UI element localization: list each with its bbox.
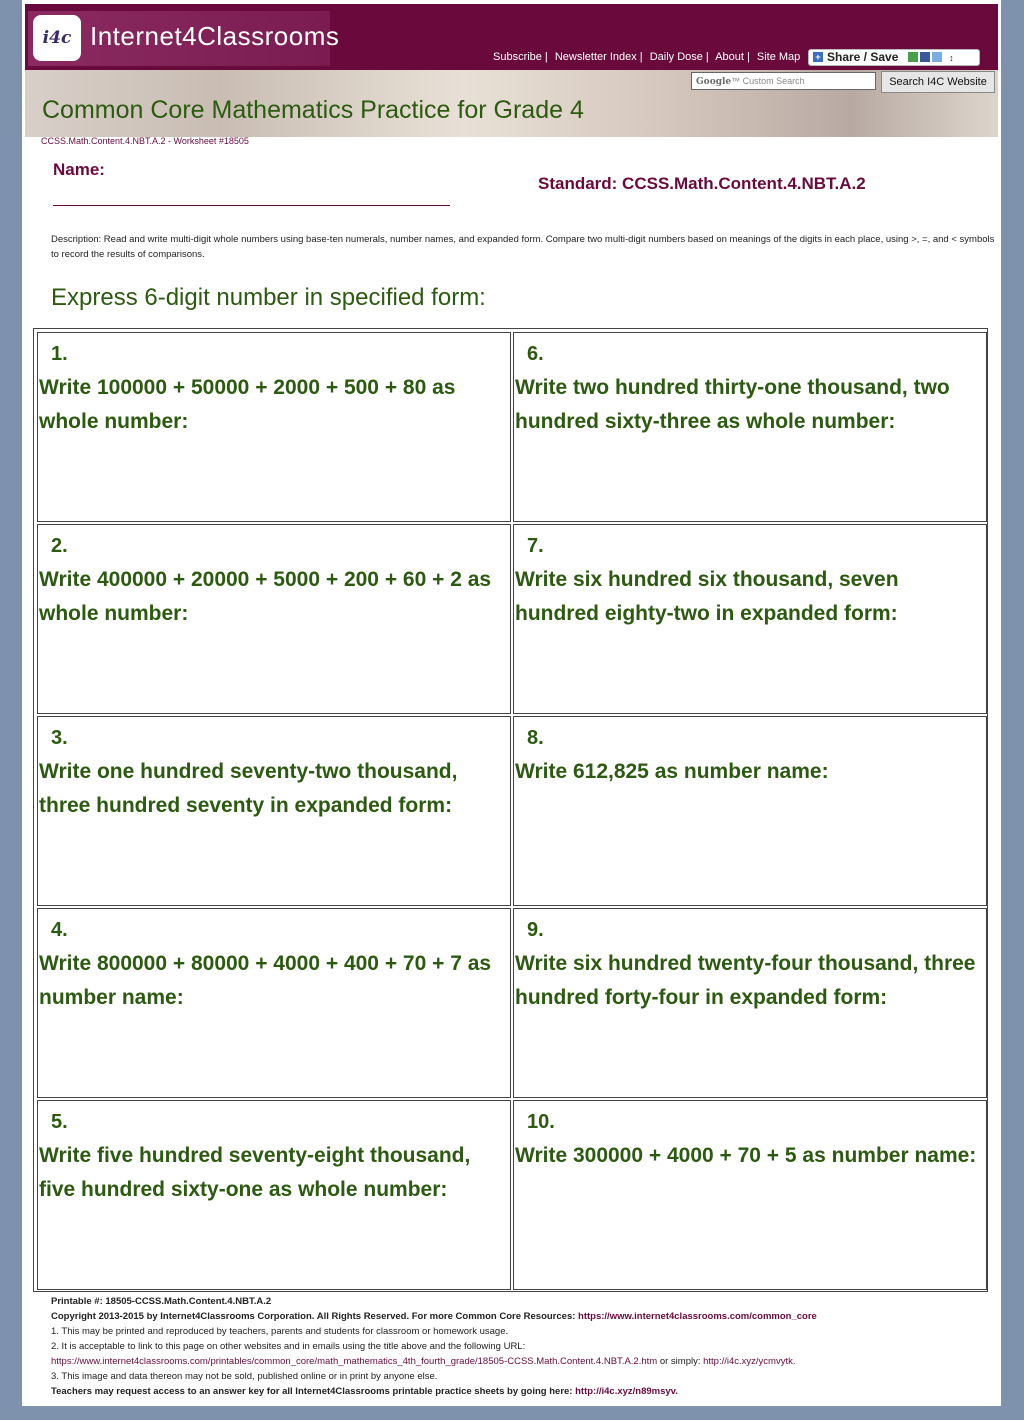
site-header <box>25 4 998 70</box>
question-cell <box>37 716 511 906</box>
question-cell <box>513 524 987 714</box>
name-label: Name: <box>53 160 105 179</box>
question-cell <box>37 1100 511 1290</box>
question-number: 2. <box>51 535 68 557</box>
question-number: 8. <box>527 727 544 749</box>
question-number: 9. <box>527 919 544 941</box>
footer <box>51 1294 996 1399</box>
question-number: 7. <box>527 535 544 557</box>
logo-mark-icon: i4c <box>33 15 81 61</box>
or-simply-text: or simply: <box>659 1356 701 1367</box>
share-plus-icon: + <box>813 52 823 62</box>
question-cell <box>513 716 987 906</box>
common-core-link[interactable]: https://www.internet4classrooms.com/common_core <box>578 1311 817 1322</box>
nav-link-about[interactable]: About <box>715 51 744 63</box>
question-number: 4. <box>51 919 68 941</box>
search-placeholder: Custom Search <box>742 76 805 86</box>
nav-link-newsletter-index[interactable]: Newsletter Index <box>554 51 637 63</box>
search-input[interactable]: Google™ Custom Search <box>691 72 876 90</box>
facebook-icon <box>920 52 930 62</box>
question-cell <box>37 332 511 522</box>
site-logo[interactable] <box>28 11 340 66</box>
note-3: 3. This image and data thereon may not be sold, published online or in print by anyone else. <box>51 1371 438 1382</box>
search-brand: Google <box>696 77 732 87</box>
question-number: 10. <box>527 1111 555 1133</box>
short-url-link[interactable]: http://i4c.xyz/ycmvytk. <box>703 1356 796 1367</box>
page-title: Common Core Mathematics Practice for Grade 4 <box>42 96 584 124</box>
question-cell <box>513 1100 987 1290</box>
question-cell <box>37 908 511 1098</box>
top-nav: Subscribe | Newsletter Index | Daily Dose | About | Site Map <box>493 51 801 63</box>
question-number: 6. <box>527 343 544 365</box>
banner <box>25 70 998 137</box>
search-button[interactable]: Search I4C Website <box>881 71 995 93</box>
question-number: 5. <box>51 1111 68 1133</box>
note-1: 1. This may be printed and reproduced by teachers, parents and students for classroom or homework usage. <box>51 1326 509 1337</box>
share-label: Share / Save <box>827 50 899 64</box>
question-text: Write six hundred six thousand, seven hundred eighty-two in expanded form: <box>515 568 899 625</box>
share-email-icon <box>908 52 918 62</box>
printable-number: Printable #: 18505-CCSS.Math.Content.4.NBT.A.2 <box>51 1296 272 1307</box>
worksheet-url-link[interactable]: https://www.internet4classrooms.com/printables/common_core/math_mathematics_4th_fourth_grade/18505-CCSS.Math.Content.4.NBT.A.2.htm <box>51 1356 658 1367</box>
standard-label: Standard: CCSS.Math.Content.4.NBT.A.2 <box>538 174 866 193</box>
instruction: Express 6-digit number in specified form: <box>51 284 486 311</box>
question-cell <box>37 524 511 714</box>
question-number: 1. <box>51 343 68 365</box>
logo-text: Internet4Classrooms <box>90 21 340 51</box>
chevron-updown-icon: ↕ <box>949 53 954 63</box>
question-cell <box>513 332 987 522</box>
question-number: 3. <box>51 727 68 749</box>
note-2: 2. It is acceptable to link to this page on other websites and in emails using the title above and the following URL: <box>51 1341 526 1352</box>
question-text: Write five hundred seventy-eight thousand, five hundred sixty-one as whole number: <box>39 1144 471 1201</box>
question-text: Write 800000 + 80000 + 4000 + 400 + 70 + 7 as number name: <box>39 952 492 1009</box>
share-save-button[interactable] <box>808 49 980 66</box>
question-grid <box>33 328 988 1292</box>
teachers-text: Teachers may request access to an answer key for all Internet4Classrooms printable practice sheets by going here: <box>51 1386 573 1397</box>
question-cell <box>513 908 987 1098</box>
question-text: Write 300000 + 4000 + 70 + 5 as number name: <box>515 1144 977 1167</box>
name-line <box>53 205 450 206</box>
worksheet-page <box>22 0 1001 1406</box>
worksheet-id: CCSS.Math.Content.4.NBT.A.2 - Worksheet #18505 <box>41 136 249 146</box>
question-text: Write two hundred thirty-one thousand, two hundred sixty-three as whole number: <box>515 376 950 433</box>
question-text: Write one hundred seventy-two thousand, three hundred seventy in expanded form: <box>39 760 458 817</box>
copyright-text: Copyright 2013-2015 by Internet4Classrooms Corporation. All Rights Reserved. For more Common Core Resources: <box>51 1311 576 1322</box>
question-text: Write 612,825 as number name: <box>515 760 829 783</box>
twitter-icon <box>932 52 942 62</box>
nav-link-daily-dose[interactable]: Daily Dose <box>649 51 703 63</box>
question-text: Write 400000 + 20000 + 5000 + 200 + 60 + 2 as whole number: <box>39 568 492 625</box>
nav-link-subscribe[interactable]: Subscribe <box>493 51 542 63</box>
nav-link-site-map[interactable]: Site Map <box>756 51 801 63</box>
answer-key-link[interactable]: http://i4c.xyz/n89msyv. <box>575 1386 678 1397</box>
question-text: Write 100000 + 50000 + 2000 + 500 + 80 as whole number: <box>39 376 456 433</box>
question-text: Write six hundred twenty-four thousand, three hundred forty-four in expanded form: <box>515 952 976 1009</box>
description: Description: Read and write multi-digit whole numbers using base-ten numerals, number names, and expanded form. Compare two multi-digit numbers based on meanings of the digits in each place, using >, =, and < symbols to record the results of comparisons. <box>51 234 995 260</box>
